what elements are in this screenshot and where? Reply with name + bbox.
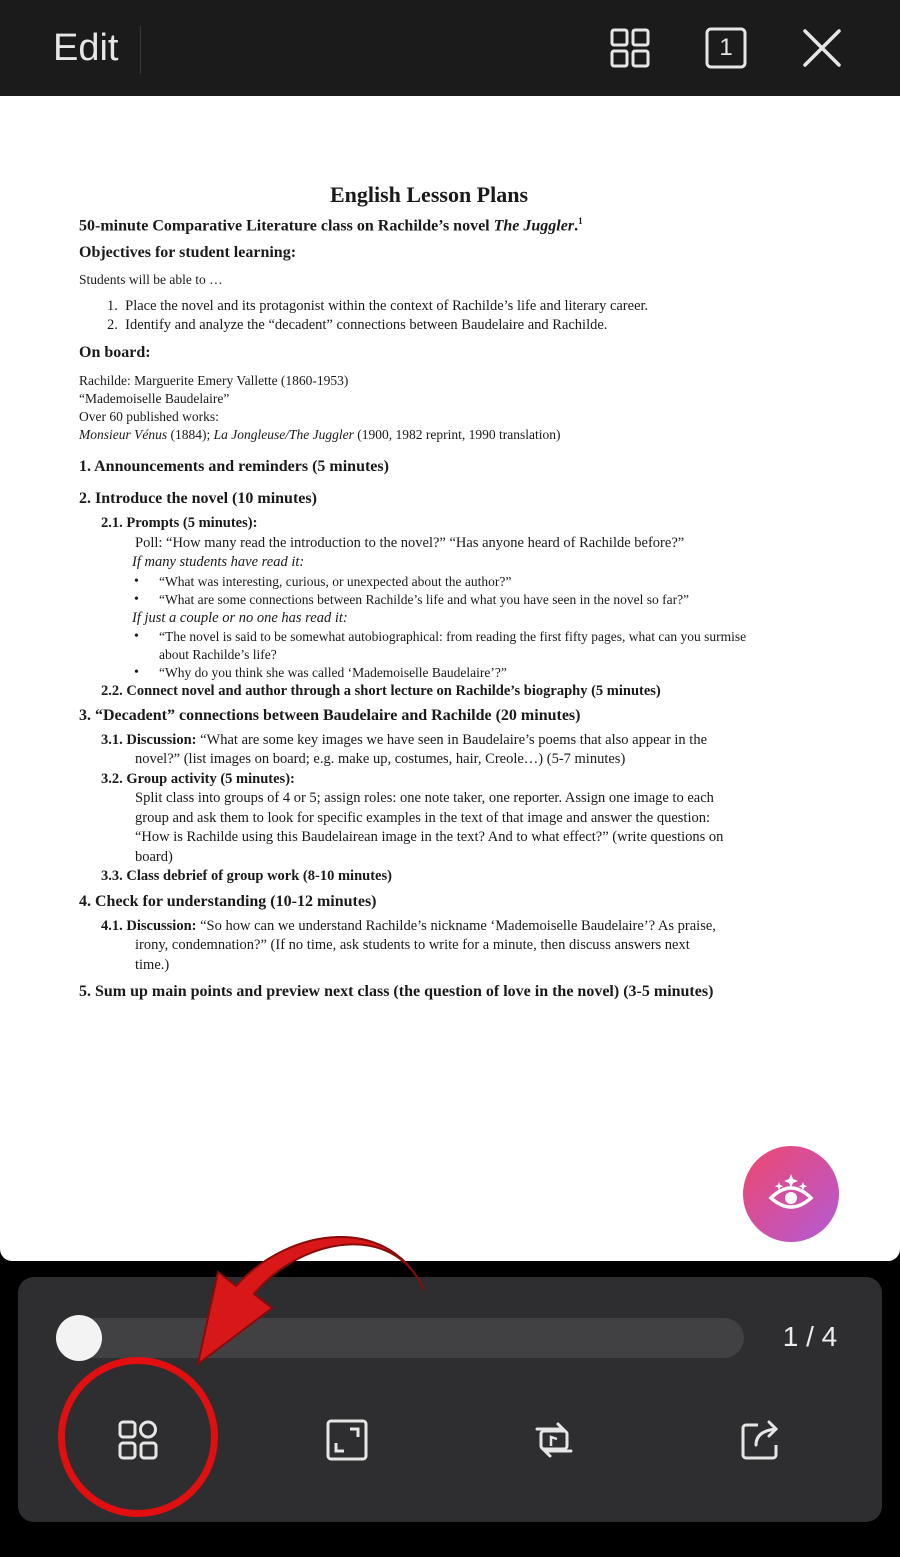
red-arrow-annotation: [180, 1228, 440, 1388]
onboard-line: Over 60 published works:: [79, 409, 219, 425]
section-3-2-line: group and ask them to look for specific examples in the text of that image and answer the question:: [135, 809, 711, 826]
document-content: [79, 182, 779, 1001]
section-5: 5. Sum up main points and preview next class (the question of love in the novel) (3-5 minutes): [79, 983, 714, 1001]
bullet-item: • “The novel is said to be somewhat autobiographical: from reading the first fifty pages, what can you surmise about Rachilde’s life?: [159, 628, 759, 664]
section-3-3-label: 3.3. Class debrief of group work (8-10 minutes): [101, 868, 392, 885]
objectives-heading: Objectives for student learning:: [79, 244, 297, 262]
section-4-1-line: time.): [135, 956, 170, 973]
section-2: 2. Introduce the novel (10 minutes): [79, 490, 317, 508]
ai-eye-sparkle-icon: [743, 1146, 839, 1242]
section-2-2-label: 2.2. Connect novel and author through a short lecture on Rachilde’s biography (5 minutes): [101, 683, 661, 700]
objective-text: Place the novel and its protagonist within the context of Rachilde’s life and literary career.: [125, 298, 649, 315]
section-3-1-label: 3.1. Discussion:: [101, 731, 197, 748]
if-many-label: If many students have read it:: [132, 554, 305, 571]
close-icon[interactable]: [796, 22, 848, 74]
if-few-label: If just a couple or no one has read it:: [132, 609, 348, 626]
subtitle-footnote: 1: [578, 216, 583, 226]
poll-text: Poll: “How many read the introduction to the novel?” “Has anyone heard of Rachilde before?”: [135, 534, 685, 551]
subtitle-suffix: .: [574, 217, 579, 235]
divider: [140, 26, 141, 74]
subtitle-prefix: 50-minute Comparative Literature class on Rachilde’s novel: [79, 217, 494, 235]
red-circle-annotation: [58, 1357, 218, 1517]
objective-item: [107, 297, 779, 316]
document-title: English Lesson Plans: [329, 182, 529, 207]
section-3-2-line: Split class into groups of 4 or 5; assign roles: one note taker, one reporter. Assign one image to each: [135, 790, 714, 807]
edit-button[interactable]: Edit: [53, 27, 119, 69]
share-icon[interactable]: [738, 1417, 784, 1463]
work-year: (1900, 1982 reprint, 1990 translation): [353, 427, 561, 443]
section-2-2: [101, 682, 779, 702]
work-year: (1884);: [167, 427, 214, 443]
section-4-1-label: 4.1. Discussion:: [101, 917, 197, 934]
grid-view-icon[interactable]: [604, 22, 656, 74]
section-4-1-text: “So how can we understand Rachilde’s nickname ‘Mademoiselle Baudelaire’? As praise,: [196, 917, 716, 934]
section-3: 3. “Decadent” connections between Baudelaire and Rachilde (20 minutes): [79, 706, 581, 724]
onboard-line: “Mademoiselle Baudelaire”: [79, 391, 230, 407]
convert-icon[interactable]: [531, 1417, 577, 1463]
section-3-3: [101, 867, 779, 887]
section-3-2-line: board): [135, 848, 173, 865]
section-2-1-label: 2.1. Prompts (5 minutes):: [101, 515, 258, 532]
section-3-1-continued: novel?” (list images on board; e.g. make up, costumes, hair, Creole…) (5-7 minutes): [135, 751, 626, 768]
ai-assistant-button[interactable]: [743, 1146, 839, 1242]
section-3-1-text: “What are some key images we have seen in Baudelaire’s poems that also appear in the: [196, 731, 708, 748]
section-4: 4. Check for understanding (10-12 minutes): [79, 892, 377, 910]
objectives-intro: Students will be able to …: [79, 272, 223, 288]
onboard-works: [79, 426, 779, 444]
document-subtitle: [79, 216, 779, 235]
section-4-1: [101, 917, 779, 937]
objective-number: 1.: [107, 298, 118, 315]
objective-text: Identify and analyze the “decadent” connections between Baudelaire and Rachilde.: [125, 317, 608, 334]
document-page: [0, 96, 900, 1261]
page-badge-number: 1: [719, 34, 733, 61]
top-bar: [0, 0, 900, 96]
section-3-2-line: “How is Rachilde using this Baudelairean image in the text? And to what effect?” (write questions on: [135, 829, 724, 846]
single-page-button[interactable]: [700, 22, 752, 74]
fullscreen-icon[interactable]: [324, 1417, 370, 1463]
onboard-heading: On board:: [79, 344, 151, 362]
section-1: 1. Announcements and reminders (5 minutes): [79, 458, 389, 476]
page-counter: 1 / 4: [782, 1321, 838, 1352]
bullet-item: • “Why do you think she was called ‘Mademoiselle Baudelaire’?”: [159, 664, 779, 682]
work-title: Monsieur Vénus: [79, 427, 168, 443]
subtitle-italic: The Juggler: [493, 217, 575, 235]
onboard-line: Rachilde: Marguerite Emery Vallette (1860-1953): [79, 373, 349, 389]
section-3-2-label: 3.2. Group activity (5 minutes):: [101, 770, 295, 787]
section-2-1: [101, 514, 779, 534]
page-slider-handle[interactable]: [56, 1315, 102, 1361]
section-4-1-line: irony, condemnation?” (If no time, ask students to write for a minute, then discuss answers next: [135, 937, 690, 954]
bullet-item: • “What was interesting, curious, or unexpected about the author?”: [159, 573, 779, 591]
section-3-1: [101, 731, 779, 751]
bullet-item: • “What are some connections between Rachilde’s life and what you have seen in the novel so far?”: [159, 591, 779, 609]
objective-number: 2.: [107, 317, 118, 334]
section-3-2: [101, 770, 779, 790]
work-title: La Jongleuse/The Juggler: [213, 427, 354, 443]
objective-item: [107, 316, 779, 335]
